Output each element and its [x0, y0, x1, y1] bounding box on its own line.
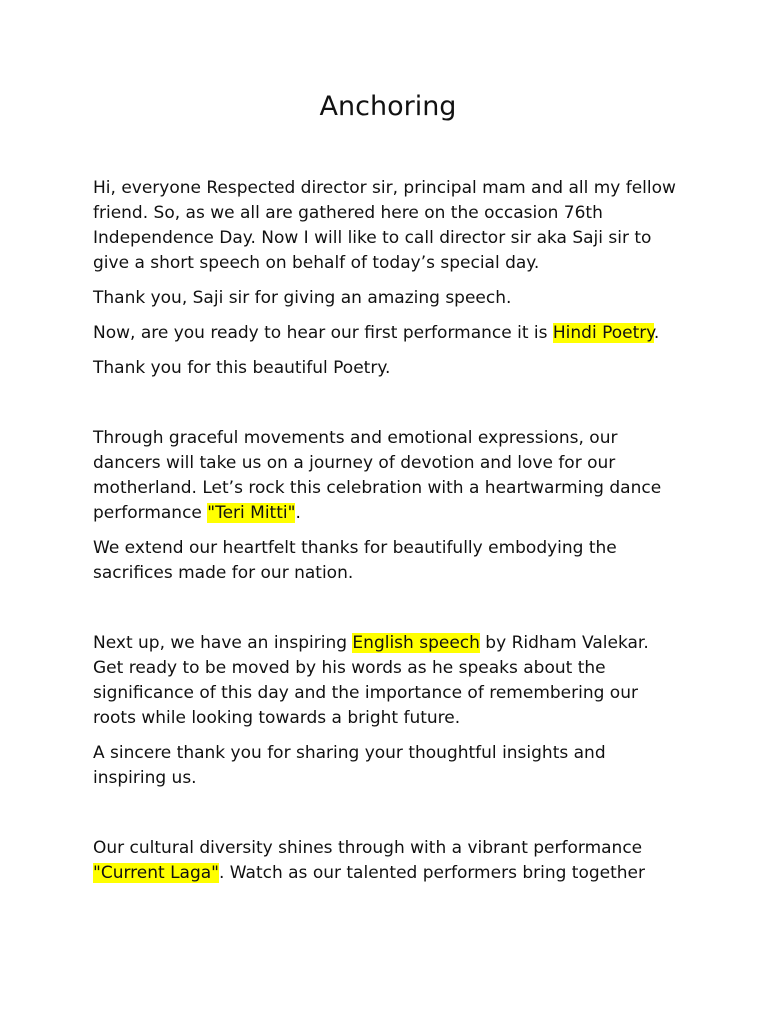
highlighted-performance-name: "Teri Mitti" — [207, 503, 296, 523]
paragraph-text: Next up, we have an inspiring — [93, 633, 353, 653]
paragraph-hindi-poetry — [93, 321, 683, 346]
paragraph-text: . Watch as our talented performers bring together — [219, 863, 646, 883]
paragraph-thanks-english-speech: A sincere thank you for sharing your thoughtful insights and inspiring us. — [93, 743, 606, 788]
paragraph-english-speech — [93, 631, 683, 731]
paragraph-welcome: Hi, everyone Respected director sir, principal mam and all my fellow friend. So, as we all are gathered here on the occasion 76th Independence Day. Now I will like to call director sir aka Saji sir to give a short speech on behalf of today’s special day. — [93, 178, 676, 273]
paragraph-text: . — [295, 503, 301, 523]
paragraph-cultural-performance — [93, 836, 683, 886]
paragraph-text: Now, are you ready to hear our first performance it is — [93, 323, 553, 343]
paragraph-dance-performance — [93, 426, 683, 526]
paragraph-text: Our cultural diversity shines through with a vibrant performance — [93, 838, 643, 858]
highlighted-performance-name: Hindi Poetry — [552, 323, 654, 343]
highlighted-performance-name: "Current Laga" — [93, 863, 219, 883]
paragraph-text: by Ridham Valekar. Get ready to be moved by his words as he speaks about the significance of this day and the importance of remembering our roots while looking towards a bright future. — [93, 633, 649, 728]
paragraph-text: Through graceful movements and emotional expressions, our dancers will take us on a journey of devotion and love for our motherland. Let’s rock this celebration with a heartwarming dance performance — [93, 428, 662, 523]
paragraph-thanks-dance: We extend our heartfelt thanks for beautifully embodying the sacrifices made for our nation. — [93, 538, 617, 583]
document-title: Anchoring — [319, 91, 457, 122]
paragraph-thanks-poetry: Thank you for this beautiful Poetry. — [93, 358, 391, 378]
highlighted-performance-name: English speech — [352, 633, 480, 653]
paragraph-thanks-speech: Thank you, Saji sir for giving an amazing speech. — [93, 288, 512, 308]
document-body — [93, 176, 683, 896]
paragraph-text: . — [653, 323, 660, 343]
